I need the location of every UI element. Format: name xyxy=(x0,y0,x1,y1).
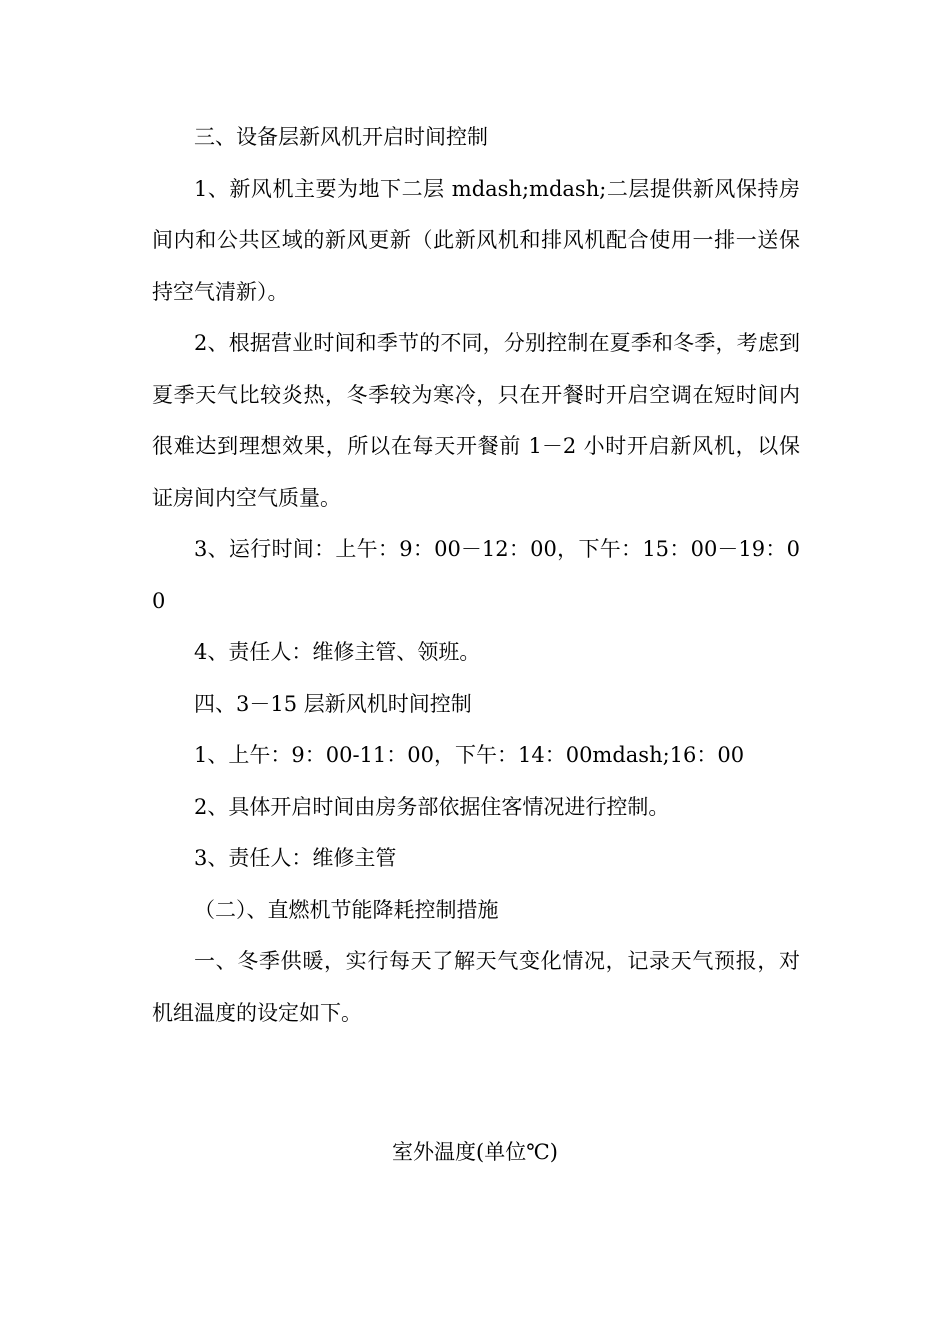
section-heading-equipment-floor: 三、设备层新风机开启时间控制 xyxy=(194,125,488,149)
paragraph-winter-heating: 一、冬季供暖，实行每天了解天气变化情况，记录天气预报，对机组温度的设定如下。 xyxy=(152,949,800,1025)
paragraph-fresh-air-purpose: 1、新风机主要为地下二层 mdash;mdash;二层提供新风保持房间内和公共区域的新风更新（此新风机和排风机配合使用一排一送保持空气清新）。 xyxy=(152,176,800,304)
document-body xyxy=(152,112,800,1039)
paragraph-floors-run-time: 1、上午：9：00-11：00，下午：14：00mdash;16：00 xyxy=(194,743,745,767)
paragraph-floors-responsible: 3、责任人：维修主管 xyxy=(194,846,397,870)
paragraph-season-control: 2、根据营业时间和季节的不同，分别控制在夏季和冬季，考虑到夏季天气比较炎热，冬季较为寒冷，只在开餐时开启空调在短时间内很难达到理想效果，所以在每天开餐前 1－2 小时开启新风机，以保证房间内空气质量。 xyxy=(152,331,800,510)
section-heading-floors-3-15: 四、3－15 层新风机时间控制 xyxy=(194,691,472,716)
paragraph-run-time: 3、运行时间：上午：9：00－12：00，下午：15：00－19：00 xyxy=(152,537,800,613)
table-caption: 室外温度(单位℃) xyxy=(392,1140,558,1164)
paragraph-responsible-person: 4、责任人：维修主管、领班。 xyxy=(194,640,481,664)
paragraph-housekeeping-control: 2、具体开启时间由房务部依据住客情况进行控制。 xyxy=(194,794,670,819)
section-heading-direct-fired: （二）、直燃机节能降耗控制措施 xyxy=(194,897,499,922)
